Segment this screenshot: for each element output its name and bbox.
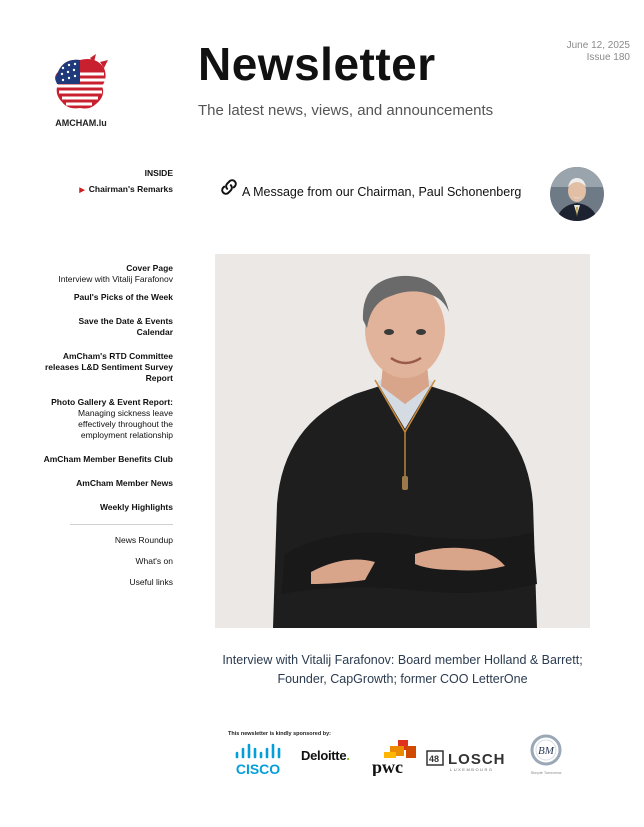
- inside-link-label: Chairman's Remarks: [88, 184, 173, 194]
- deloitte-logo[interactable]: [301, 748, 350, 763]
- toc-news-roundup[interactable]: News Roundup: [114, 535, 173, 545]
- toc-rtd-report[interactable]: [40, 351, 173, 384]
- inside-link-chairmans-remarks[interactable]: [40, 184, 173, 194]
- cover-photo: [215, 254, 590, 628]
- pwc-logo[interactable]: [370, 740, 420, 776]
- inside-heading: INSIDE: [144, 168, 173, 178]
- cisco-text: CISCO: [235, 761, 281, 777]
- toc-gallery-desc: Managing sickness leave effectively throughout the employment relationship: [78, 408, 173, 440]
- toc-pauls-picks[interactable]: [40, 292, 173, 303]
- toc-weekly-label: Weekly Highlights: [99, 502, 173, 512]
- losch-text: LOSCH: [448, 751, 506, 768]
- issue-info: [470, 40, 630, 64]
- toc-weekly-highlights[interactable]: [40, 502, 173, 513]
- page-title: Newsletter: [198, 38, 436, 90]
- link-icon[interactable]: [218, 176, 240, 198]
- losch-logo[interactable]: [426, 747, 510, 773]
- chairman-avatar: [550, 167, 604, 221]
- pwc-text: pwc: [372, 757, 403, 776]
- losch-sub: LUXEMBOURG: [450, 767, 494, 772]
- triangle-right-icon: ▶: [79, 187, 85, 194]
- issue-number: Issue 180: [586, 52, 630, 63]
- toc-rtd-label: AmCham's RTD Committee releases L&D Sentiment Survey Report: [44, 351, 173, 383]
- toc-benefits-label: AmCham Member Benefits Club: [43, 454, 173, 464]
- toc-cover-title: Cover Page: [126, 263, 173, 273]
- page-subtitle: The latest news, views, and announcements: [198, 102, 494, 119]
- bm-text: BM: [538, 745, 554, 757]
- toc-picks-label: Paul's Picks of the Week: [73, 292, 173, 302]
- chairman-message-link[interactable]: A Message from our Chairman, Paul Schonenberg: [242, 185, 522, 199]
- toc-member-news-label: AmCham Member News: [76, 478, 173, 488]
- bm-sub: Simple Tomorrow: [530, 770, 562, 775]
- toc-whats-on[interactable]: What's on: [135, 556, 173, 566]
- flag-lion-icon: [50, 52, 110, 114]
- amcham-logo[interactable]: [50, 52, 110, 114]
- toc-member-news[interactable]: [40, 478, 173, 489]
- toc-save-the-date[interactable]: [40, 316, 173, 338]
- toc-useful-links[interactable]: Useful links: [129, 577, 173, 587]
- deloitte-dot-icon: .: [346, 748, 350, 763]
- bm-simple-tomorrow-logo[interactable]: [524, 734, 568, 776]
- cisco-logo[interactable]: [233, 743, 283, 777]
- svg-text:48: 48: [429, 754, 440, 764]
- photo-caption: Interview with Vitalij Farafonov: Board member Holland & Barrett; Founder, CapGrowth; former COO LetterOne: [222, 653, 583, 686]
- issue-date: June 12, 2025: [566, 40, 630, 51]
- sponsor-label: This newsletter is kindly sponsored by:: [228, 731, 331, 737]
- toc-benefits-club[interactable]: [40, 454, 173, 465]
- sponsor-logos: [228, 740, 568, 780]
- toc-divider: [70, 524, 173, 525]
- toc-cover-page[interactable]: [40, 263, 173, 285]
- table-of-contents: [40, 263, 173, 598]
- deloitte-text: Deloitte: [301, 748, 347, 763]
- logo-text: AMCHAM.lu: [55, 118, 107, 128]
- toc-cover-desc: Interview with Vitalij Farafonov: [58, 274, 173, 284]
- toc-save-date-label: Save the Date & Events Calendar: [78, 316, 173, 337]
- toc-gallery-title: Photo Gallery & Event Report:: [51, 397, 173, 407]
- toc-photo-gallery[interactable]: [40, 397, 173, 441]
